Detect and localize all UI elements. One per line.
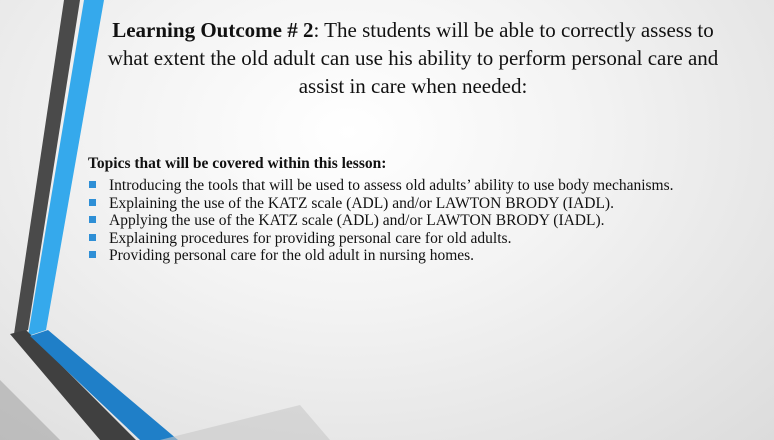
square-bullet-icon bbox=[89, 216, 96, 223]
list-item bbox=[88, 177, 700, 195]
list-item bbox=[88, 247, 700, 265]
square-bullet-icon bbox=[89, 251, 96, 258]
bullet-text: Introducing the tools that will be used to assess old adults’ ability to use body mechanisms. bbox=[109, 177, 674, 194]
bottom-gray-slab bbox=[0, 380, 60, 440]
bullet-text: Applying the use of the KATZ scale (ADL) and/or LAWTON BRODY (IADL). bbox=[109, 212, 605, 229]
bullet-text: Providing personal care for the old adult in nursing homes. bbox=[109, 247, 475, 264]
bullet-text: Explaining procedures for providing personal care for old adults. bbox=[109, 229, 512, 247]
topics-section bbox=[88, 154, 700, 265]
square-bullet-icon bbox=[89, 234, 96, 241]
square-bullet-icon bbox=[89, 181, 96, 188]
topics-list bbox=[88, 177, 700, 265]
list-item bbox=[88, 195, 700, 213]
square-bullet-icon bbox=[89, 199, 96, 206]
title-bold: Learning Outcome # 2 bbox=[112, 18, 314, 42]
bullet-text: Explaining the use of the KATZ scale (ADL) and/or LAWTON BRODY (IADL). bbox=[109, 194, 614, 212]
title-rest: : The students will be able to correctly assess to what extent the old adult can use his ability to perform personal care and assist in care when needed: bbox=[107, 18, 719, 98]
bottom-light-slab bbox=[160, 405, 330, 440]
topics-heading: Topics that will be covered within this lesson: bbox=[88, 155, 387, 172]
slide-title bbox=[92, 16, 734, 100]
list-item bbox=[88, 212, 700, 230]
list-item bbox=[88, 230, 700, 248]
